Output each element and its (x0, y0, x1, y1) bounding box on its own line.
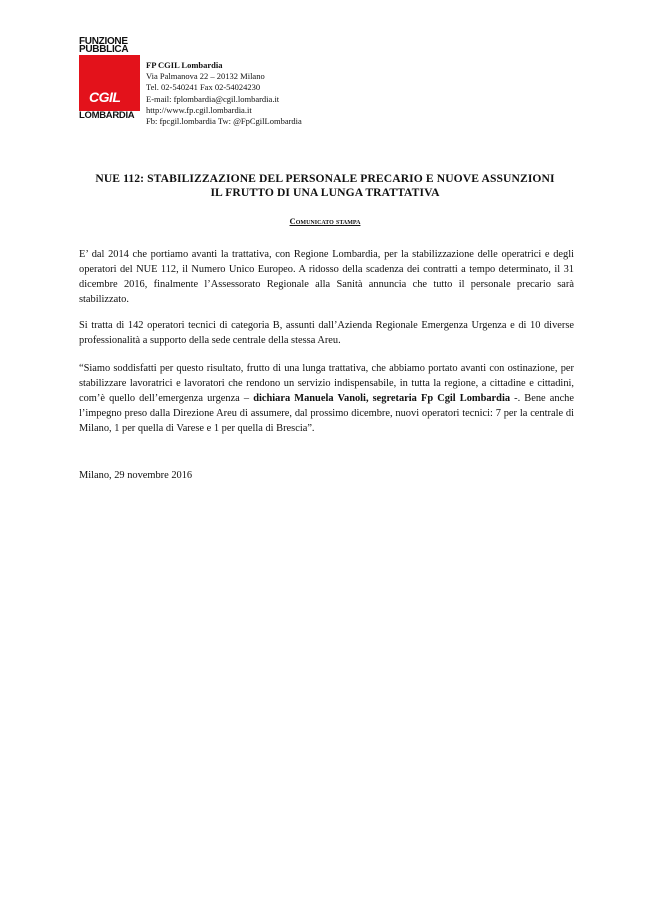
paragraph-2: Si tratta di 142 operatori tecnici di categoria B, assunti dall’Azienda Regionale Emergenza Urgenza e di 10 diverse professionalità a supporto della sede centrale della stessa Areu. (79, 320, 574, 347)
phone-fax: Tel. 02-540241 Fax 02-54024230 (146, 82, 261, 93)
date-line: Milano, 29 novembre 2016 (79, 470, 193, 481)
logo-cgil-text: CGIL (89, 89, 121, 105)
document-type-label (0, 216, 650, 226)
title-line2: IL FRUTTO DI UNA LUNGA TRATTATIVA (210, 186, 440, 199)
quote-end: -. Bene anche l’impegno preso dalla Direzione Areu di assumere, dal prossimo dicembre, nuovi operatori tecnici: 7 per la centrale di Milano, 1 per quella di Varese e 1 per quella di Brescia”. (79, 392, 574, 434)
document-type-text: Comunicato stampa (289, 216, 361, 226)
address: Via Palmanova 22 – 20132 Milano (146, 71, 265, 82)
logo-line1: FUNZIONE (79, 36, 128, 47)
website: http://www.fp.cgil.lombardia.it (146, 104, 252, 115)
quote-attribution: dichiara Manuela Vanoli, segretaria Fp Cgil Lombardia (253, 392, 511, 404)
org-name: FP CGIL Lombardia (146, 60, 223, 70)
logo-region: LOMBARDIA (79, 110, 135, 121)
page-title (0, 172, 650, 200)
quote-start: “Siamo soddisfatti per questo risultato, frutto di una lunga trattativa, che abbiamo portato avanti con ostinazione, per stabilizzare lavoratrici e lavoratori che rendono un servizio indispensabile, in tutta la regione, a cittadine e cittadini, com’è quello dell’emergenza urgenza – (79, 362, 574, 404)
paragraph-1: E’ dal 2014 che portiamo avanti la trattativa, con Regione Lombardia, per la stabilizzazione delle operatrici e degli operatori del NUE 112, il Numero Unico Europeo. A ridosso della scadenza dei contratti a tempo determinato, il 31 dicembre 2016, finalmente l’Assessorato Regionale alla Sanità annuncia che tutto il personale precario sarà stabilizzato. (79, 249, 574, 306)
contact-block (146, 60, 302, 127)
email: E-mail: fplombardia@cgil.lombardia.it (146, 93, 280, 104)
body-text (79, 247, 574, 448)
logo-title (79, 38, 140, 54)
logo-line2: PUBBLICA (79, 44, 129, 55)
title-line1: NUE 112: STABILIZZAZIONE DEL PERSONALE PRECARIO E NUOVE ASSUNZIONI (95, 172, 555, 185)
fp-cgil-logo (79, 38, 140, 120)
paragraph-3 (79, 361, 574, 436)
social-links: Fb: fpcgil.lombardia Tw: @FpCgilLombardia (146, 116, 302, 127)
